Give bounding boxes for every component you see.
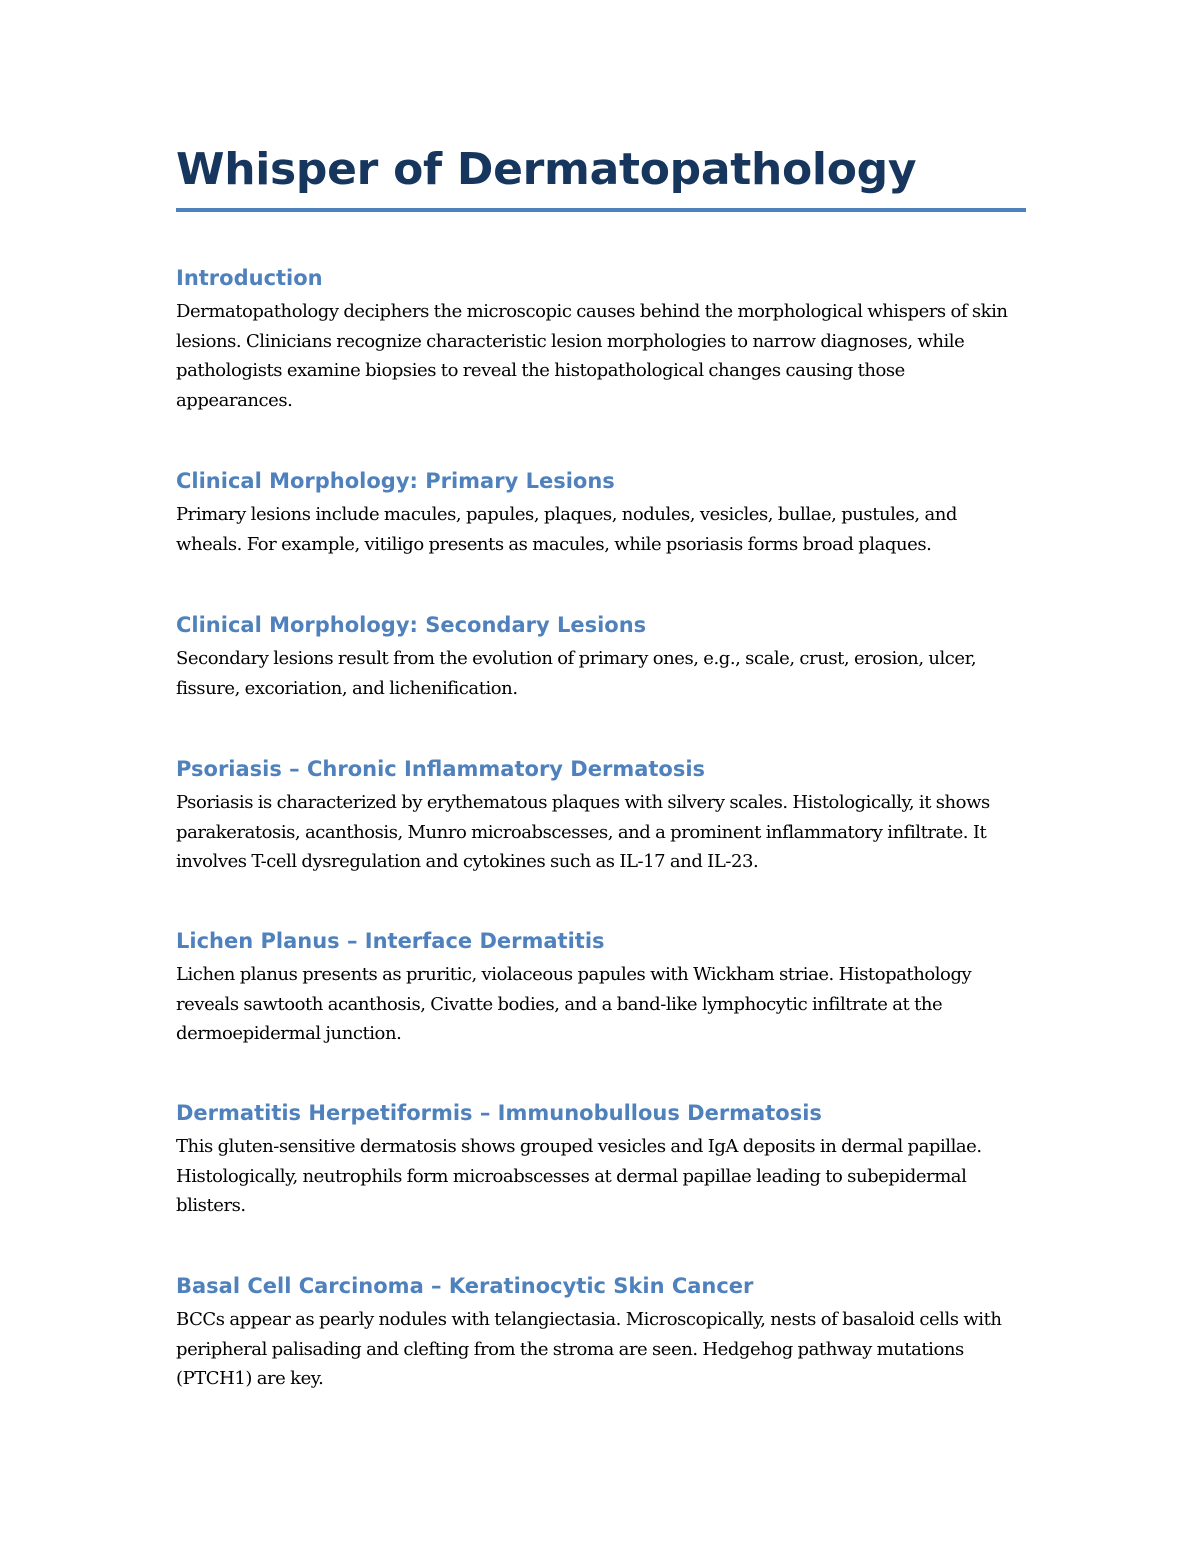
section-body: Lichen planus presents as pruritic, violaceous papules with Wickham striae. Histopathology reveals sawtooth acanthosis, Civatte bodies, and a band-like lymphocytic infiltrate at the dermoepidermal junction. — [176, 964, 972, 1044]
section-introduction — [176, 264, 1026, 415]
section-body: Primary lesions include macules, papules, plaques, nodules, vesicles, bullae, pustules, and wheals. For example, vitiligo presents as macules, while psoriasis forms broad plaques. — [176, 504, 957, 555]
section-heading: Lichen Planus – Interface Dermatitis — [176, 929, 605, 953]
section-basal-cell-carcinoma — [176, 1272, 1026, 1394]
section-secondary-lesions — [176, 611, 1026, 703]
section-heading: Introduction — [176, 266, 323, 290]
section-psoriasis — [176, 755, 1026, 877]
section-dermatitis-herpetiformis — [176, 1099, 1026, 1221]
section-heading: Clinical Morphology: Secondary Lesions — [176, 613, 647, 637]
document-page — [176, 140, 1026, 1389]
section-body: This gluten-sensitive dermatosis shows grouped vesicles and IgA deposits in dermal papillae. Histologically, neutrophils form microabscesses at dermal papillae leading to subepidermal blisters. — [176, 1136, 982, 1216]
section-body: Psoriasis is characterized by erythematous plaques with silvery scales. Histologically, it shows parakeratosis, acanthosis, Munro microabscesses, and a prominent inflammatory infiltrate. It involves T-cell dysregulation and cytokines such as IL-17 and IL-23. — [176, 792, 990, 872]
section-heading: Clinical Morphology: Primary Lesions — [176, 469, 615, 493]
section-heading: Dermatitis Herpetiformis – Immunobullous Dermatosis — [176, 1101, 822, 1125]
section-lichen-planus — [176, 927, 1026, 1049]
section-body: Secondary lesions result from the evolution of primary ones, e.g., scale, crust, erosion, ulcer, fissure, excoriation, and lichenification. — [176, 648, 977, 699]
section-body: BCCs appear as pearly nodules with telangiectasia. Microscopically, nests of basaloid cells with peripheral palisading and clefting from the stroma are seen. Hedgehog pathway mutations (PTCH1) are key. — [176, 1309, 1002, 1389]
section-heading: Psoriasis – Chronic Inflammatory Dermatosis — [176, 757, 706, 781]
document-title: Whisper of Dermatopathology — [176, 144, 917, 195]
section-heading: Basal Cell Carcinoma – Keratinocytic Skin Cancer — [176, 1274, 754, 1298]
section-body: Dermatopathology deciphers the microscopic causes behind the morphological whispers of skin lesions. Clinicians recognize characteristic lesion morphologies to narrow diagnoses, while pathologists examine biopsies to reveal the histopathological changes causing those appearances. — [176, 301, 1008, 411]
title-underline — [176, 208, 1026, 212]
section-primary-lesions — [176, 467, 1026, 559]
